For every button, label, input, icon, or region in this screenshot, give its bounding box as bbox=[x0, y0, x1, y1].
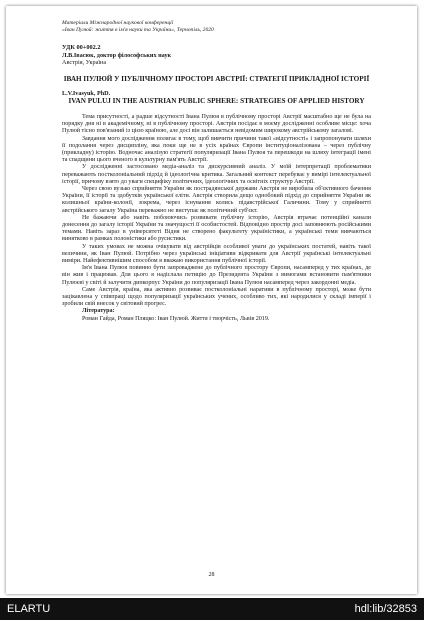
udk-code: УДК 00+002.2 bbox=[62, 44, 101, 51]
literature-item: Роман Гайда, Роман Пляцко: Іван Пулюй. Життя і творчість, Львів 2019. bbox=[82, 315, 270, 322]
author-name-en: L.V.Ivasyuk, PhD. bbox=[62, 89, 111, 97]
body-paragraph-1: Тема присутності, а радше відсутності Івана Пулюя в публічному просторі Австрії масштабно ще не була на порядку дня ні в академічному, ні в публічному просторі. Австрія посідає в моєму дослідженні особливе місце: хоча Пулюй тісно пов'язаний із цією країною, але досі він залишається невідомим широкому австрійському загалові. bbox=[62, 114, 371, 135]
body-paragraph-7: Ім'я Івана Пулюя повинно бути запроваджене до публічного простору Європи, насамперед у тих країнах, де він жив і працював. Для цього я надіслала петицію до Президента України з вимогами встановити пам'ятники Пулюєві у світі й залучити дипкорпус України до популяризації Івана Пулюя насамперед через закордонні медіа. bbox=[62, 265, 371, 286]
author-name: Л.В.Івасюк, доктор філософських наук bbox=[62, 51, 172, 59]
body-paragraph-4: Через свою вузько сприйняття України як пострадянської держави Австрія не виробила об'єктивного бачення України, її історії та здобутків української еліти. Австрія створила дещо однобокий підхід до сприйняття України як колишньої країни-колонії, зокрема, через існування колись підавстрійської Галичини. Тому у сприйнятті австрійського загалу Україна переважно не виступає як політичний суб'єкт. bbox=[62, 186, 371, 214]
page-number: 28 bbox=[208, 572, 215, 578]
handle-identifier: hdl:lib/32853 bbox=[354, 603, 417, 615]
article-title-en: IVAN PULUJ IN THE AUSTRIAN PUBLIC SPHERE: STRATEGIES OF APPLIED HISTORY bbox=[68, 97, 365, 105]
body-paragraph-6: У таких умовах не можна очікувати від австрійців особливої уваги до українських постатей, навіть такої величини, як Іван Пулюй. Потрібно через українські ініціативи відкривати для Австрії українські інтелектуальні виміри. Найефективнішим способом я вважаю використання публічної історії. bbox=[62, 243, 371, 265]
body-paragraph-8: Саме Австрія, країна, яка активно розвиває постколоніальні наративи в публічному просторі, може бути зацікавлена у співпраці щодо популяризації українських учених, особливо тих, які народилися у складі імперії і зробили свій внесок у світовий прогрес. bbox=[62, 286, 371, 308]
page-content bbox=[62, 20, 371, 323]
literature-heading: Література: bbox=[82, 308, 115, 315]
article-title-ua: ІВАН ПУЛЮЙ У ПУБЛІЧНОМУ ПРОСТОРІ АВСТРІЇ: СТРАТЕГІЇ ПРИКЛАДНОЇ ІСТОРІЇ bbox=[63, 74, 370, 83]
body-paragraph-3: У дослідженні застосовано медіа-аналіз та дискурсивний аналіз. У моїй інтерпретації проблематики переважають постколоніальний підхід й ідеологічна критика. Загальний контекст перебуває у вимірі інтелектуальної історії, причому взято до уваги специфіку політичних, ідеологічних та освітніх структур Австрії. bbox=[62, 164, 371, 185]
repository-footer-bar bbox=[0, 598, 424, 620]
conference-header-line-2: «Іван Пулюй: життя в ім'я науки та України», Тернопіль, 2020 bbox=[62, 27, 214, 33]
document-page bbox=[6, 6, 417, 594]
repository-name: ELARTU bbox=[7, 603, 51, 615]
body-paragraph-5: Не бажаючи або навіть побоюючись розвивати публічну історію, Австрія втрачає потенційні канали донесення до загалу історії України та значущості її особистостей. Відповідно простір досі заповнюють російськими темами. Навіть зараз в університеті Відня не створено факультету україністики, а українські теми вивчаються винятково в рамках полоністики або русистики. bbox=[62, 214, 371, 243]
conference-header-line-1: Матеріали Міжнародної наукової конференції bbox=[62, 20, 174, 26]
conference-header bbox=[62, 20, 371, 34]
author-affiliation: Австрія, Україна bbox=[62, 59, 107, 66]
body-paragraph-2: Завдання мого дослідження полягає в тому, щоб вивчити причини такої «відсутності» і запропонувати шляхи її подолання через дисципліну, яка поки ще не в усіх країнах Європи інституціоналізована – через публічну (прикладну) історію. Водночас аналізую стратегії популяризації Івана Пулюя та перешкоди на шляху інтеграції імені та спадщини цього вченого в культурну пам'ять Австрії. bbox=[62, 135, 371, 164]
article-body bbox=[62, 114, 371, 308]
